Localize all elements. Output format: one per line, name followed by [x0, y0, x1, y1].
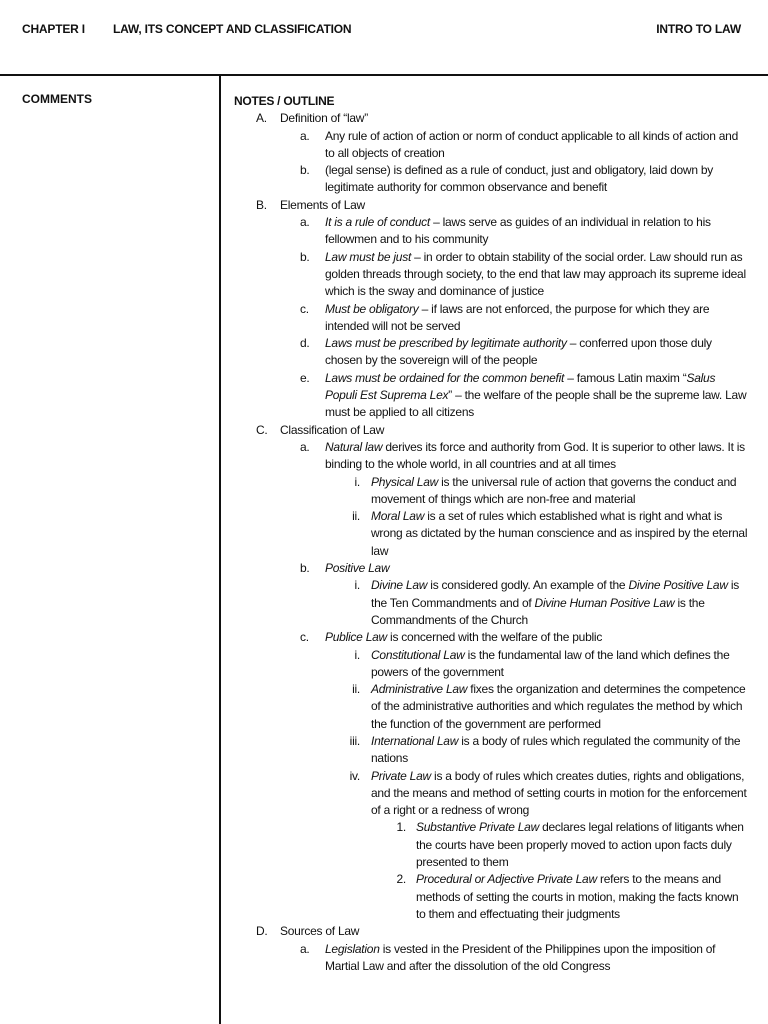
outline-marker: i. — [354, 647, 360, 662]
outline-text — [325, 440, 745, 471]
outline-marker: c. — [300, 630, 309, 645]
outline-item — [234, 733, 749, 768]
outline-text-run: fixes the organization and determines the competence of the administrative authorities and which regulates the method by which the function of the government are performed — [371, 682, 746, 731]
outline-marker: b. — [300, 163, 310, 178]
outline-term: Substantive Private Law — [416, 820, 539, 835]
outline-term: Publice Law — [325, 630, 387, 645]
outline-text-run: is the fundamental law of the land which defines the powers of the government — [371, 647, 730, 679]
outline-text-run: – if laws are not enforced, the purpose for which they are intended will not be served — [325, 301, 710, 333]
outline-term: International Law — [371, 733, 459, 748]
column-divider — [219, 74, 221, 1024]
outline-text-run: declares legal relations of litigants when the courts have been properly moved to action upon facts duly presented to them — [416, 820, 744, 870]
outline-text-run: – conferred upon those duly chosen by the sovereign will of the people — [325, 336, 712, 368]
outline-text — [280, 924, 359, 938]
outline-item — [234, 422, 749, 439]
outline-marker: 2. — [396, 872, 406, 887]
outline-item — [234, 439, 749, 474]
chapter-title: LAW, ITS CONCEPT AND CLASSIFICATION — [113, 22, 352, 36]
outline-text — [325, 336, 712, 367]
outline-item — [234, 647, 749, 682]
outline-term: Procedural or Adjective Private Law — [416, 872, 597, 887]
outline-marker: i. — [354, 578, 360, 593]
outline-text — [325, 630, 602, 644]
outline-marker: a. — [300, 215, 310, 230]
outline-term: Laws must be prescribed by legitimate authority — [325, 336, 567, 351]
outline-text-run: is the universal rule of action that governs the conduct and movement of things which are non-free and material — [371, 474, 737, 506]
outline-term: Salus Populi Est Suprema Lex — [325, 370, 716, 403]
outline-text-run: – laws serve as guides of an individual in relation to his fellowmen and to his community — [325, 215, 711, 247]
outline-text-run: Sources of Law — [280, 924, 360, 939]
outline-marker: C. — [256, 422, 268, 437]
outline-text-run: is a body of rules which regulated the community of the nations — [371, 733, 741, 766]
outline-text — [371, 475, 736, 506]
outline-term: Legislation — [325, 941, 380, 956]
outline-term: Positive Law — [325, 561, 390, 576]
outline-text — [371, 578, 739, 627]
outline-item — [234, 629, 749, 646]
outline-term: Must be obligatory — [325, 301, 419, 316]
outline-marker: a. — [300, 941, 310, 956]
outline-marker: d. — [300, 336, 310, 351]
outline-marker: ii. — [352, 509, 360, 524]
outline-marker: D. — [256, 924, 268, 939]
outline-item — [234, 508, 749, 560]
outline-text — [371, 734, 740, 765]
outline-item — [234, 370, 749, 422]
outline-item — [234, 249, 749, 301]
outline-marker: A. — [256, 111, 267, 126]
outline-text-run: is considered godly. An example of the — [427, 578, 629, 593]
outline-item — [234, 923, 749, 940]
outline-term: Law must be just — [325, 249, 412, 264]
outline-text — [325, 163, 713, 194]
outline-text-run: is a body of rules which creates duties, rights and obligations, and the means and method of setting courts in motion for the enforcement of a right or a redness of wrong — [371, 768, 747, 818]
outline-text-run: derives its force and authority from God. It is superior to other laws. It is binding to the whole world, in all countries and at all times — [325, 439, 745, 472]
outline-item — [234, 941, 749, 976]
outline-item — [234, 681, 749, 733]
outline-item — [234, 335, 749, 370]
outline-text-run: ” – the welfare of the people shall be the supreme law. Law must be applied to all citizens — [325, 388, 747, 420]
outline-item — [234, 197, 749, 214]
outline-marker: ii. — [352, 682, 360, 697]
outline-term: Moral Law — [371, 509, 425, 524]
outline-item — [234, 214, 749, 249]
outline-marker: b. — [300, 561, 310, 576]
outline-text — [416, 820, 744, 869]
outline-term: Administrative Law — [371, 682, 468, 697]
outline-term: Divine Human Positive Law — [534, 595, 675, 610]
course-label: INTRO TO LAW — [656, 22, 741, 36]
outline-term: Constitutional Law — [371, 647, 465, 662]
outline-item — [234, 768, 749, 820]
outline-marker: B. — [256, 197, 267, 212]
outline-text — [325, 129, 738, 160]
notes-column — [234, 93, 749, 975]
outline-text-run: Classification of Law — [280, 422, 385, 437]
outline-item — [234, 819, 749, 871]
outline-text-run: – in order to obtain stability of the social order. Law should run as golden threads through society, to the end that law may approach its supreme ideal which is the sway and dominance of justice — [325, 249, 746, 299]
outline-text — [325, 371, 746, 420]
outline-text — [416, 872, 738, 921]
outline-text-run: Any rule of action of action or norm of conduct applicable to all kinds of action and to all objects of creation — [325, 128, 739, 160]
notes-heading: NOTES / OUTLINE — [234, 94, 335, 108]
outline-item — [234, 162, 749, 197]
outline-marker: a. — [300, 128, 310, 143]
outline-text — [371, 648, 730, 679]
outline-marker: i. — [354, 474, 360, 489]
comments-heading: COMMENTS — [22, 92, 92, 106]
outline-text — [280, 198, 365, 212]
outline-marker: b. — [300, 249, 310, 264]
outline-text-run: refers to the means and methods of setting the courts in motion, making the facts known to them and effectuating their judgments — [416, 872, 739, 921]
outline-text — [371, 509, 747, 558]
outline-text — [325, 215, 711, 246]
outline-text-run: Elements of Law — [280, 197, 365, 212]
outline-text — [325, 302, 709, 333]
outline-text-run: is the Ten Commandments and of — [371, 578, 739, 610]
outline-marker: e. — [300, 370, 310, 385]
outline-text — [325, 561, 389, 575]
outline-text — [280, 111, 368, 125]
outline-marker: iii. — [349, 733, 360, 748]
outline-text — [371, 682, 745, 731]
outline-item — [234, 560, 749, 577]
outline-term: Divine Law — [371, 578, 428, 593]
outline-item — [234, 301, 749, 336]
outline-term: Divine Positive Law — [628, 578, 728, 593]
outline-marker: 1. — [396, 820, 406, 835]
outline-text — [325, 250, 746, 299]
outline-item — [234, 474, 749, 509]
outline-marker: iv. — [349, 768, 360, 783]
outline-term: It is a rule of conduct — [325, 215, 430, 230]
outline-text-run: is a set of rules which established what is right and what is wrong as dictated by the human conscience and as inspired by the eternal law — [371, 509, 748, 558]
outline-text-run: Definition of “law” — [280, 111, 368, 126]
outline-text-run: (legal sense) is defined as a rule of conduct, just and obligatory, laid down by legitimate authority for common observance and benefit — [325, 163, 714, 195]
outline-text-run: is the Commandments of the Church — [371, 595, 705, 627]
outline-text-run: – famous Latin maxim “ — [564, 370, 687, 385]
outline-list — [234, 110, 749, 975]
outline-marker: a. — [300, 439, 310, 454]
outline-term: Laws must be ordained for the common benefit — [325, 370, 565, 385]
outline-text — [325, 942, 715, 973]
outline-marker: c. — [300, 301, 309, 316]
outline-text-run: is vested in the President of the Philippines upon the imposition of Martial Law and after the dissolution of the old Congress — [325, 941, 716, 973]
outline-text-run: is concerned with the welfare of the public — [386, 630, 603, 645]
outline-term: Physical Law — [371, 474, 439, 489]
outline-item — [234, 871, 749, 923]
outline-text — [280, 423, 384, 437]
outline-item — [234, 577, 749, 629]
chapter-label: CHAPTER I — [22, 22, 85, 36]
header-divider — [0, 74, 768, 76]
outline-term: Private Law — [371, 768, 431, 783]
outline-text — [371, 769, 747, 818]
outline-term: Natural law — [325, 439, 383, 454]
outline-item — [234, 110, 749, 127]
outline-item — [234, 128, 749, 163]
